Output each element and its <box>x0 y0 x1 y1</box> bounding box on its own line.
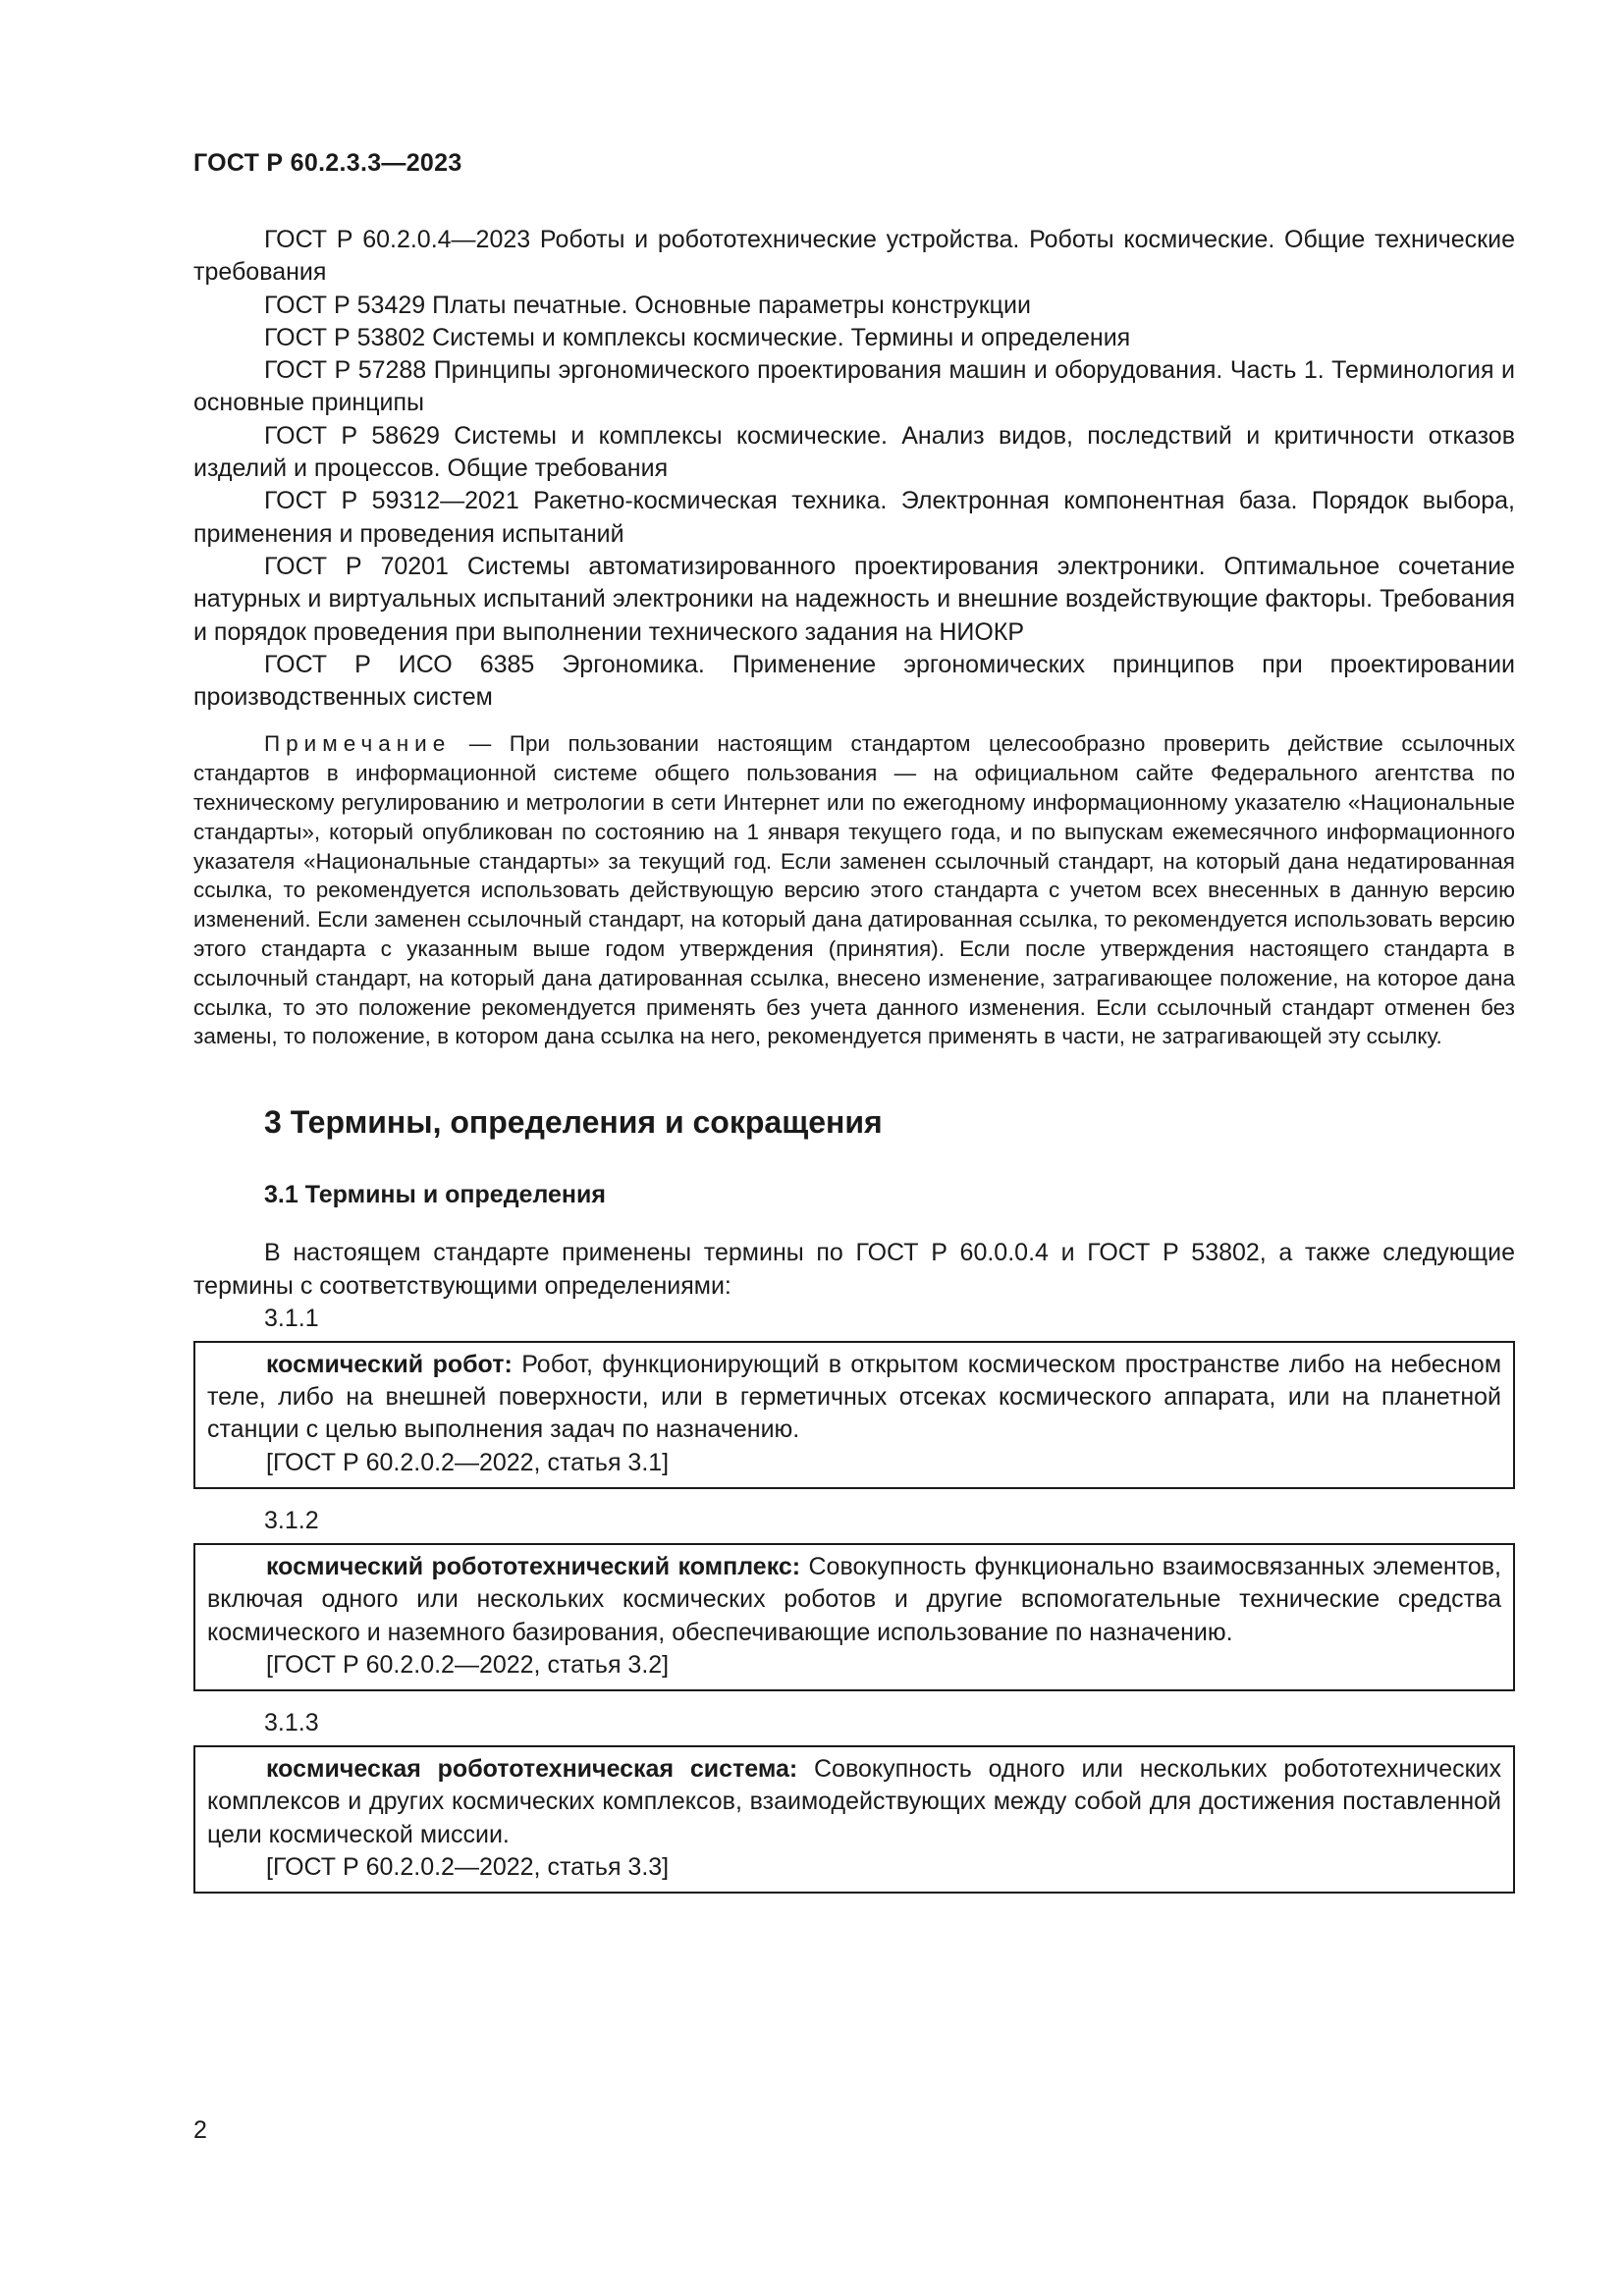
term-number: 3.1.1 <box>264 1304 319 1332</box>
reference-entry: ГОСТ Р 59312—2021 Ракетно-космическая техника. Электронная компонентная база. Порядок выбора, применения и проведения испытаний <box>193 487 1515 548</box>
reference-entry: ГОСТ Р 53802 Системы и комплексы космические. Термины и определения <box>264 323 1131 351</box>
term-definition-text: Робот, функционирующий в открытом космическом пространстве либо на небесном теле, либо на внешней поверхности, или в герметичных отсеках космического аппарата, или на планетной станции с целью выполнения задач по назначению. <box>207 1350 1502 1444</box>
note-dash: — <box>451 731 510 757</box>
term-source: [ГОСТ Р 60.2.0.2—2022, статья 3.3] <box>266 1853 670 1882</box>
term-definition <box>207 1753 1501 1851</box>
term-definition <box>207 1551 1501 1649</box>
term-definition-text: Совокупность функционально взаимосвязанных элементов, включая одного или нескольких космических роботов и другие вспомогательные технические средства космического и наземного базирования, обеспечивающие использование по назначению. <box>207 1553 1501 1646</box>
term-source: [ГОСТ Р 60.2.0.2—2022, статья 3.2] <box>266 1650 670 1679</box>
subsection-heading: 3.1 Термины и определения <box>264 1181 606 1209</box>
note-text: При пользовании настоящим стандартом целесообразно проверить действие ссылочных стандартов в информационной системе общего пользования — на официальном сайте Федерального агентства по техническому регулированию и метрологии в сети Интернет или по ежегодному информационному указателю «Национальные стандарты», который опубликован по состоянию на 1 января текущего года, и по выпускам ежемесячного информационного указателя «Национальные стандарты» за текущий год. Если заменен ссылочный стандарт, на который дана недатированная ссылка, то рекомендуется использовать действующую версию этого стандарта с учетом всех внесенных в данную версию изменений. Если заменен ссылочный стандарт, на который дана датированная ссылка, то рекомендуется использовать версию этого стандарта с указанным выше годом утверждения (принятия). Если после утверждения настоящего стандарта в ссылочный стандарт, на который дана датированная ссылка, внесено изменение, затрагивающее положение, на которое дана ссылка, то это положение рекомендуется применять без учета данного изменения. Если ссылочный стандарт отменен без замены, то положение, в котором дана ссылка на него, рекомендуется применять в части, не затрагивающей эту ссылку. <box>193 731 1515 1049</box>
term-number: 3.1.3 <box>264 1709 319 1737</box>
term-number: 3.1.2 <box>264 1507 319 1534</box>
term-name: космическая робототехническая система: <box>266 1755 798 1784</box>
note-label: Примечание <box>264 731 452 757</box>
page-number: 2 <box>193 2116 207 2144</box>
term-definition-box <box>193 1543 1515 1691</box>
reference-entry: ГОСТ Р ИСО 6385 Эргономика. Применение эргономических принципов при проектировании производственных систем <box>193 650 1515 712</box>
term-name: космический робототехнический комплекс: <box>266 1553 801 1580</box>
term-name: космический робот: <box>266 1350 513 1378</box>
reference-entry: ГОСТ Р 53429 Платы печатные. Основные параметры конструкции <box>264 291 1031 319</box>
term-definition-box <box>193 1341 1515 1489</box>
reference-entry: ГОСТ Р 60.2.0.4—2023 Роботы и робототехнические устройства. Роботы космические. Общие технические требования <box>193 226 1515 287</box>
section-intro: В настоящем стандарте применены термины по ГОСТ Р 60.0.0.4 и ГОСТ Р 53802, а также следующие термины с соответствующими определениями: <box>193 1239 1515 1300</box>
section-heading: 3 Термины, определения и сокращения <box>264 1104 883 1141</box>
reference-entry: ГОСТ Р 57288 Принципы эргономического проектирования машин и оборудования. Часть 1. Терминология и основные принципы <box>193 356 1515 417</box>
term-source: [ГОСТ Р 60.2.0.2—2022, статья 3.1] <box>266 1448 670 1476</box>
reference-entry: ГОСТ Р 58629 Системы и комплексы космические. Анализ видов, последствий и критичности отказов изделий и процессов. Общие требования <box>193 421 1515 483</box>
term-definition <box>207 1349 1501 1447</box>
document-body <box>193 224 1515 1894</box>
reference-entry: ГОСТ Р 70201 Системы автоматизированного проектирования электроники. Оптимальное сочетание натурных и виртуальных испытаний электроники на надежность и внешние воздействующие факторы. Требования и порядок проведения при выполнении технического задания на НИОКР <box>193 552 1515 646</box>
document-header: ГОСТ Р 60.2.3.3—2023 <box>193 149 462 177</box>
note-paragraph <box>193 729 1515 1051</box>
term-definition-box <box>193 1745 1515 1894</box>
term-definition-text: Совокупность одного или нескольких робототехнических комплексов и других космических комплексов, взаимодействующих между собой для достижения поставленной цели космической миссии. <box>207 1755 1501 1848</box>
